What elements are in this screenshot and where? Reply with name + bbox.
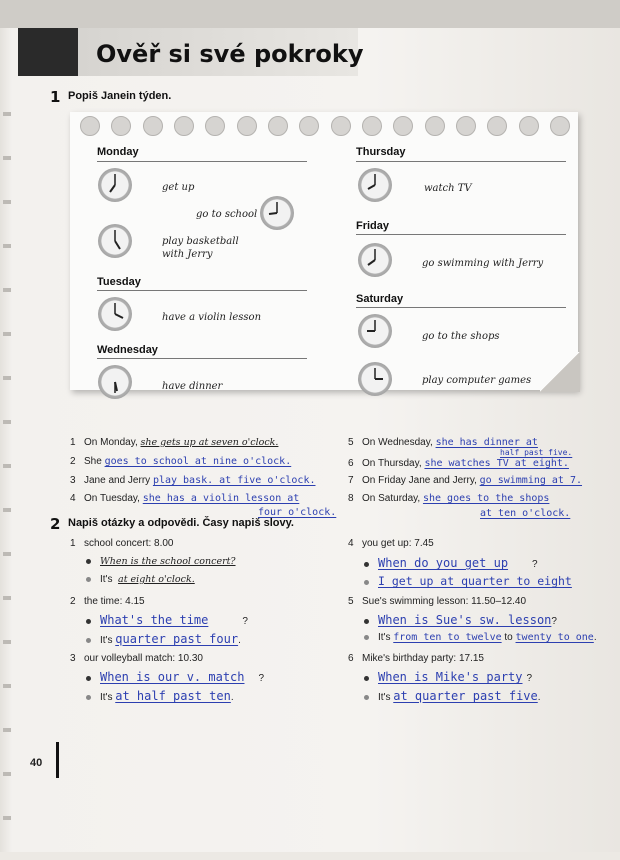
activity-watch-tv: watch TV (424, 183, 472, 194)
answer-4-continued: four o'clock. (258, 507, 337, 518)
prompt-6: 6 Mike's birthday party: 17.15 (348, 653, 484, 664)
page-number-bar (56, 742, 59, 778)
day-saturday: Saturday (356, 293, 404, 305)
day-tuesday: Tuesday (97, 276, 141, 288)
answer-5: 5 On Wednesday, she has dinner at (348, 437, 538, 448)
notepad (70, 112, 578, 390)
answer-text[interactable]: she goes to the shops (422, 493, 550, 504)
day-thursday: Thursday (356, 146, 406, 158)
answer-8: 8 On Saturday, she goes to the shops (348, 493, 550, 504)
activity-go-to-school: go to school (196, 209, 258, 220)
answer-q5: It's from ten to twelve to twenty to one. (364, 632, 597, 643)
page-curl (540, 352, 580, 392)
answer-text[interactable]: she has dinner at (435, 437, 538, 448)
answer-8-continued: at ten o'clock. (480, 508, 571, 519)
answer-text[interactable]: play bask. at five o'clock. (152, 475, 316, 486)
answer-q6: It's at quarter past five. (364, 689, 541, 703)
answer-2: 2 She goes to school at nine o'clock. (70, 456, 292, 467)
clock-icon (358, 243, 392, 277)
clock-icon (98, 224, 132, 258)
question-2: What's the time ? (86, 613, 248, 627)
question-5: When is Sue's sw. lesson? (364, 613, 557, 627)
answer-text[interactable]: she watches TV at eight. (424, 458, 569, 469)
answer-text[interactable]: she has a violin lesson at (142, 493, 300, 504)
answer-4: 4 On Tuesday, she has a violin lesson at (70, 493, 300, 504)
answer-7: 7 On Friday Jane and Jerry, go swimming at 7. (348, 475, 583, 486)
clock-icon (260, 196, 294, 230)
answer-text[interactable]: goes to school at nine o'clock. (104, 456, 292, 467)
prompt-5: 5 Sue's swimming lesson: 11.50–12.40 (348, 596, 527, 607)
activity-violin-lesson: have a violin lesson (162, 312, 262, 323)
clock-icon (98, 168, 132, 202)
prompt-2: 2 the time: 4.15 (70, 596, 145, 607)
activity-computer-games: play computer games (422, 375, 532, 386)
question-6: When is Mike's party ? (364, 670, 532, 684)
prompt-1: 1 school concert: 8.00 (70, 538, 174, 549)
clock-icon (98, 365, 132, 399)
clock-icon (358, 314, 392, 348)
page-title: Ověř si své pokroky (96, 40, 364, 68)
exercise-2-number: 2 (50, 515, 61, 533)
clock-icon (358, 168, 392, 202)
answer-1: 1 On Monday, she gets up at seven o'clock. (70, 437, 279, 448)
answer-q3: It's at half past ten. (86, 689, 234, 703)
activity-have-dinner: have dinner (162, 381, 223, 392)
answer-6: 6 On Thursday, she watches TV at eight. (348, 458, 569, 469)
clock-icon (358, 362, 392, 396)
answer-q1: It's at eight o'clock. (86, 574, 195, 585)
answer-5-continued: half past five. (500, 448, 573, 457)
prompt-3: 3 our volleyball match: 10.30 (70, 653, 203, 664)
day-friday: Friday (356, 220, 390, 232)
exercise-2-instruction: Napiš otázky a odpovědi. Časy napiš slovy. (68, 517, 294, 529)
activity-go-swimming: go swimming with Jerry (422, 258, 544, 269)
activity-get-up: get up (162, 182, 195, 193)
clock-icon (98, 297, 132, 331)
answer-text[interactable]: she gets up at seven o'clock. (140, 437, 279, 448)
answer-q2: It's quarter past four. (86, 632, 241, 646)
activity-go-to-shops: go to the shops (422, 331, 500, 342)
page-edge (3, 100, 11, 860)
spiral-rings (80, 116, 570, 138)
question-1: When is the school concert? (86, 556, 236, 567)
answer-q4: I get up at quarter to eight (364, 574, 572, 588)
day-monday: Monday (97, 146, 139, 158)
exercise-1-number: 1 (50, 88, 61, 106)
day-wednesday: Wednesday (97, 344, 158, 356)
activity-play-basketball: play basketball with Jerry (162, 236, 239, 260)
answer-3: 3 Jane and Jerry play bask. at five o'clock. (70, 475, 316, 486)
top-band (0, 0, 620, 28)
page-number: 40 (30, 757, 43, 769)
prompt-4: 4 you get up: 7.45 (348, 538, 434, 549)
answer-text[interactable]: go swimming at 7. (479, 475, 583, 486)
exercise-1-instruction: Popiš Janein týden. (68, 90, 172, 102)
question-3: When is our v. match ? (86, 670, 264, 684)
question-4: When do you get up ? (364, 556, 538, 570)
